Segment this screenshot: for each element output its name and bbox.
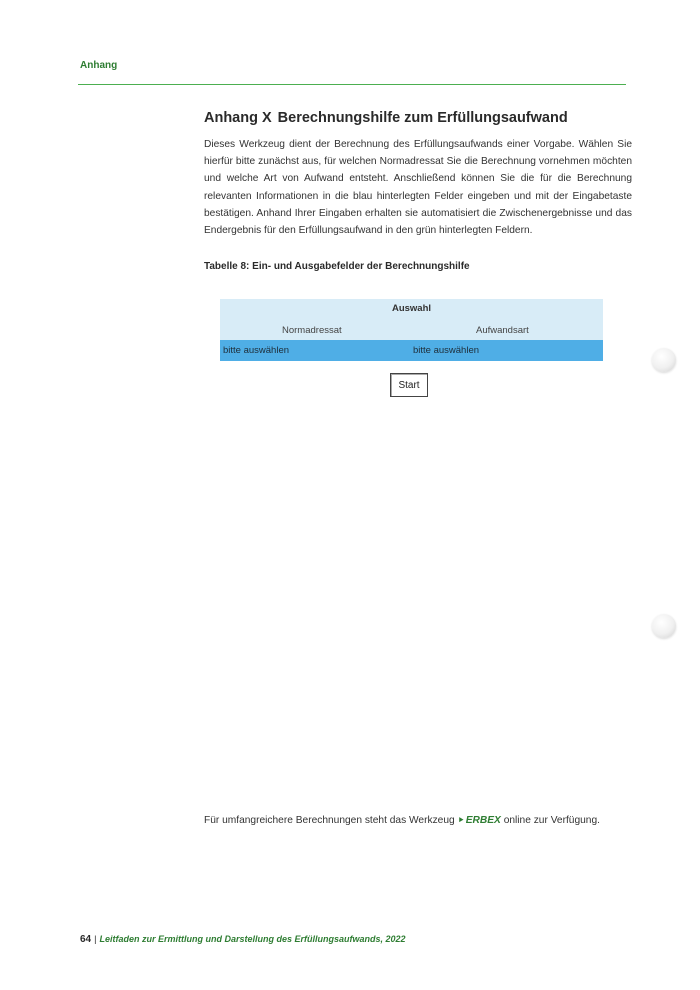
column-header-normadressat: Normadressat — [282, 325, 342, 336]
page-footer — [80, 934, 406, 945]
start-button[interactable]: Start — [390, 373, 428, 397]
normadressat-select[interactable]: bitte auswählen — [223, 345, 290, 356]
table-column-headers — [220, 321, 603, 340]
footer-separator: | — [94, 934, 97, 944]
calculation-table — [220, 299, 603, 361]
table-input-row — [220, 340, 603, 361]
heading-title: Berechnungshilfe zum Erfüllungsaufwand — [277, 110, 568, 126]
punch-hole — [652, 614, 676, 638]
footnote-text-before: Für umfangreichere Berechnungen steht das Werkzeug — [204, 815, 455, 826]
table-group-header: Auswahl — [220, 299, 603, 321]
footnote — [204, 815, 600, 826]
heading-number: Anhang X — [204, 110, 272, 126]
page-number: 64 — [80, 934, 92, 945]
footnote-text-after: online zur Verfügung. — [503, 815, 600, 826]
arrow-icon: ⯈ — [457, 815, 465, 825]
erbex-logo — [458, 815, 501, 826]
aufwandsart-select[interactable]: bitte auswählen — [413, 345, 480, 356]
intro-paragraph: Dieses Werkzeug dient der Berechnung des Erfüllungsaufwands einer Vorgabe. Wählen Sie hierfür bitte zunächst aus, für welchen Normadressat Sie die Berechnung vornehmen möchten und welche Art von Aufwand entsteht. Anschließend können Sie die für die Berechnung relevanten Informationen in die blau hinterlegten Felder eingeben und mit der Eingabetaste bestätigen. Anhand Ihrer Eingaben erhalten sie automatisiert die Zwischenergebnisse und das Endergebnis für den Erfüllungsaufwand in den grün hinterlegten Feldern. — [204, 139, 632, 237]
page-heading — [204, 110, 632, 126]
punch-hole — [652, 348, 676, 372]
table-caption: Tabelle 8: Ein- und Ausgabefelder der Berechnungshilfe — [204, 261, 470, 273]
section-label: Anhang — [80, 60, 118, 71]
column-header-aufwandsart: Aufwandsart — [476, 325, 529, 336]
footer-title: Leitfaden zur Ermittlung und Darstellung des Erfüllungsaufwands, 2022 — [99, 934, 406, 944]
main-content — [204, 110, 632, 272]
header-divider — [78, 84, 626, 85]
erbex-logo-text: ERBEX — [465, 815, 501, 826]
